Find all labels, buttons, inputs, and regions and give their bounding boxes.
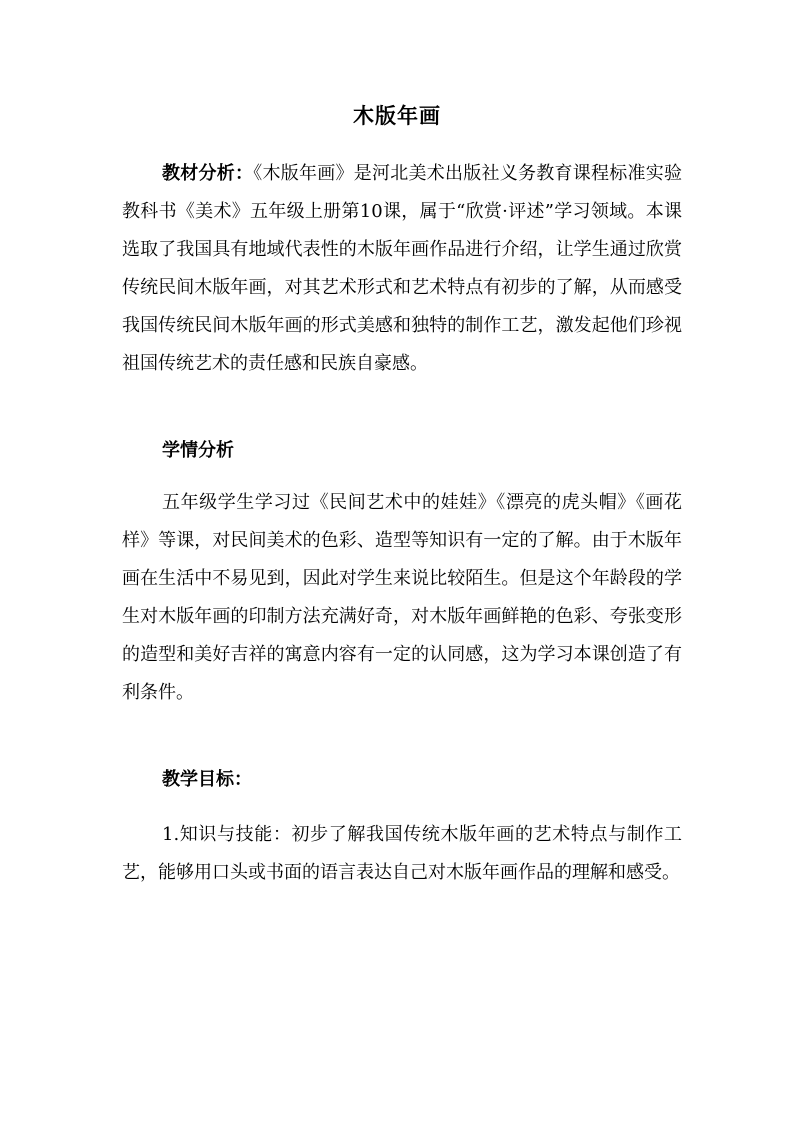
textbook-analysis-paragraph — [122, 155, 682, 383]
teaching-goal-item: 1.知识与技能：初步了解我国传统木版年画的艺术特点与制作工艺，能够用口头或书面的语言表达自己对木版年画作品的理解和感受。 — [122, 824, 682, 883]
learner-analysis-heading: 学情分析 — [162, 440, 234, 461]
textbook-analysis-text: 《木版年画》是河北美术出版社义务教育课程标准实验教科书《美术》五年级上册第10课，属于“欣赏·评述”学习领域。本课选取了我国具有地域代表性的木版年画作品进行介绍，让学生通过欣赏传统民间木版年画，对其艺术形式和艺术特点有初步的了解，从而感受我国传统民间木版年画的形式美感和独特的制作工艺，激发起他们珍视祖国传统艺术的责任感和民族自豪感。 — [122, 163, 682, 374]
learner-analysis-paragraph: 五年级学生学习过《民间艺术中的娃娃》《漂亮的虎头帽》《画花样》等课，对民间美术的色彩、造型等知识有一定的了解。由于木版年画在生活中不易见到，因此对学生来说比较陌生。但是这个年龄段的学生对木版年画的印制方法充满好奇，对木版年画鲜艳的色彩、夸张变形的造型和美好吉祥的寓意内容有一定的认同感，这为学习本课创造了有利条件。 — [122, 492, 682, 703]
teaching-goals-heading: 教学目标： — [162, 769, 252, 790]
document-title: 木版年画 — [353, 103, 441, 128]
textbook-analysis-label: 教材分析： — [162, 163, 254, 184]
